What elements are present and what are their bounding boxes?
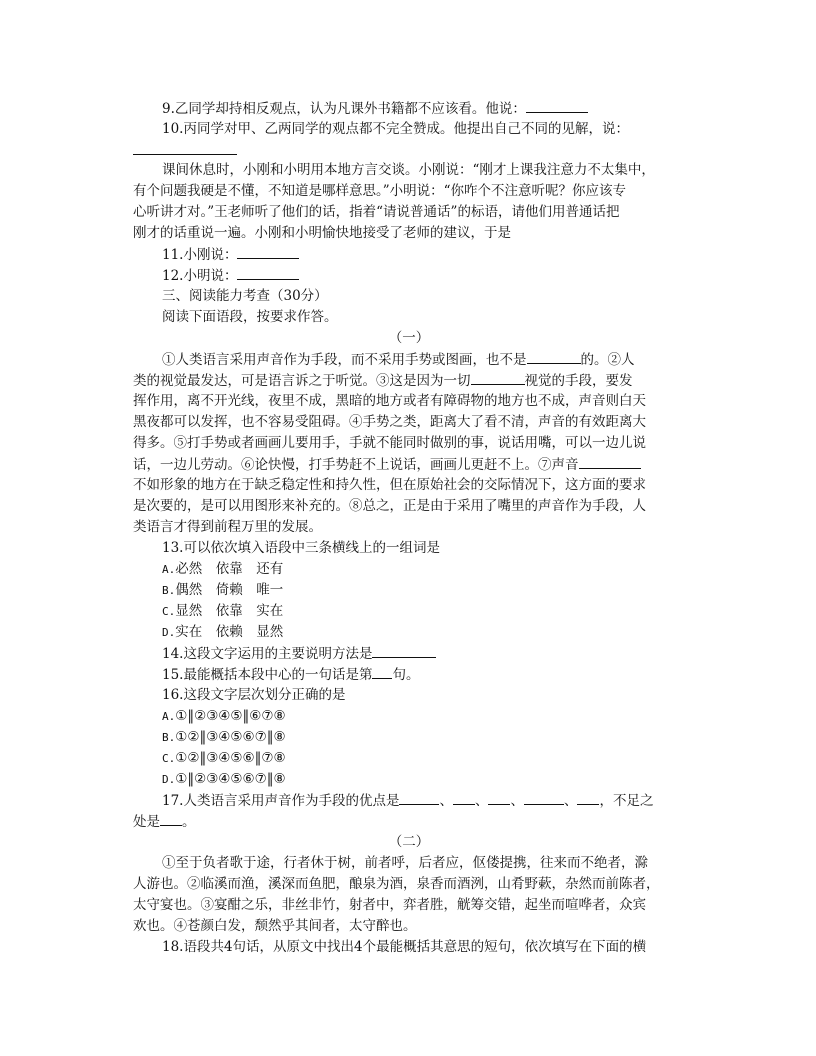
story-line: 刚才的话重说一遍。小刚和小明愉快地接受了老师的建议，于是 — [133, 225, 511, 241]
answer-blank[interactable] — [237, 265, 299, 280]
passage-line: 类语言才得到前程万里的发展。 — [133, 519, 322, 535]
passage-line: ①至于负者歌于途，行者休于树，前者呼，后者应，伛偻提携，往来而不绝者，滁 — [162, 855, 648, 871]
option-a[interactable]: A.①‖②③④⑤‖⑥⑦⑧ — [162, 708, 286, 724]
passage-blank[interactable] — [471, 370, 525, 385]
passage-line: 是次要的，是可以用图形来补充的。⑧总之，正是由于采用了嘴里的声音作为手段，人 — [133, 498, 646, 514]
option-a[interactable]: A.必然 依靠 还有 — [162, 561, 284, 577]
question-13: 13.可以依次填入语段中三条横线上的一组词是 — [162, 540, 440, 556]
passage-blank[interactable] — [527, 349, 581, 364]
passage-line: 不如形象的地方在于缺乏稳定性和持久性，但在原始社会的交际情况下，这方面的要求 — [133, 477, 646, 493]
passage-line: 太守宴也。③宴酣之乐，非丝非竹，射者中，弈者胜，觥筹交错，起坐而喧哗者，众宾 — [133, 897, 646, 913]
answer-blank[interactable] — [524, 790, 564, 805]
answer-blank[interactable] — [399, 790, 439, 805]
story-line: 心听讲才对。”王老师听了他们的话，指着“请说普通话”的标语，请他们用普通话把 — [133, 204, 620, 220]
option-d[interactable]: D.①‖②③④⑤⑥⑦‖⑧ — [162, 771, 286, 787]
option-b[interactable]: B.偶然 倚赖 唯一 — [162, 582, 284, 598]
question-15: 15.最能概括本段中心的一句话是第 句。 — [162, 664, 685, 685]
question-12: 12.小明说： — [162, 265, 685, 286]
answer-blank[interactable] — [577, 790, 599, 805]
question-16: 16.这段文字层次划分正确的是 — [162, 687, 346, 703]
passage-line: 类的视觉最发达，可是语言诉之于听觉。③这是因为一切 视觉的手段，要发 — [133, 370, 685, 391]
passage-line: 欢也。④苍颜白发，颓然乎其间者，太守醉也。 — [133, 918, 417, 934]
part-title: （二） — [388, 834, 430, 850]
option-c[interactable]: C.显然 依靠 实在 — [162, 603, 284, 619]
answer-blank[interactable] — [160, 811, 182, 826]
passage-line: 话，一边儿劳动。⑥论快慢，打手势赶不上说话，画画儿更赶不上。⑦声音 — [133, 454, 685, 475]
question-17: 17.人类语言采用声音作为手段的优点是 、 、 、 、 ，不足之 — [162, 790, 685, 811]
passage-line: 得多。⑤打手势或者画画儿要用手，手就不能同时做别的事，说话用嘴，可以一边儿说 — [133, 435, 646, 451]
answer-blank[interactable] — [237, 244, 299, 259]
option-d[interactable]: D.实在 依赖 显然 — [162, 624, 284, 640]
answer-blank[interactable] — [488, 790, 510, 805]
reading-instruction: 阅读下面语段，按要求作答。 — [162, 309, 338, 325]
question-14: 14.这段文字运用的主要说明方法是 — [162, 643, 685, 664]
answer-blank[interactable] — [372, 664, 392, 679]
answer-blank[interactable] — [133, 140, 237, 155]
question-17-cont: 处是 。 — [133, 811, 685, 832]
question-11: 11.小刚说： — [162, 244, 685, 265]
passage-blank[interactable] — [579, 454, 641, 469]
answer-blank[interactable] — [453, 790, 475, 805]
question-9: 9.乙同学却持相反观点，认为凡课外书籍都不应该看。他说： — [162, 98, 685, 119]
option-b[interactable]: B.①②‖③④⑤⑥⑦‖⑧ — [162, 729, 286, 745]
passage-line: 黑夜都可以发挥，也不容易受阻碍。④手势之类，距离大了看不清，声音的有效距离大 — [133, 414, 646, 430]
question-18: 18.语段共4句话，从原文中找出4个最能概括其意思的短句，依次填写在下面的横 — [162, 939, 647, 955]
part-title: （一） — [388, 330, 430, 346]
passage-line: 挥作用，离不开光线，夜里不成，黑暗的地方或者有障碍物的地方也不成，声音则白天 — [133, 393, 646, 409]
story-line: 课间休息时，小刚和小明用本地方言交谈。小刚说：“刚才上课我注意力不太集中， — [162, 162, 655, 178]
passage-line: ①人类语言采用声音作为手段，而不采用手势或图画，也不是 的。②人 — [162, 349, 685, 370]
passage-line: 人游也。②临溪而渔，溪深而鱼肥，酿泉为酒，泉香而酒洌，山肴野蔌，杂然而前陈者， — [133, 876, 660, 892]
option-c[interactable]: C.①②‖③④⑤⑥‖⑦⑧ — [162, 750, 286, 766]
answer-blank[interactable] — [372, 643, 436, 658]
answer-line[interactable] — [133, 140, 685, 161]
story-line: 有个问题我硬是不懂，不知道是哪样意思。”小明说：“你咋个不注意听呢？你应该专 — [133, 183, 627, 199]
answer-blank[interactable] — [526, 98, 588, 113]
section-heading: 三、阅读能力考查（30分） — [162, 288, 328, 304]
question-10: 10.丙同学对甲、乙两同学的观点都不完全赞成。他提出自己不同的见解，说： — [162, 121, 629, 137]
